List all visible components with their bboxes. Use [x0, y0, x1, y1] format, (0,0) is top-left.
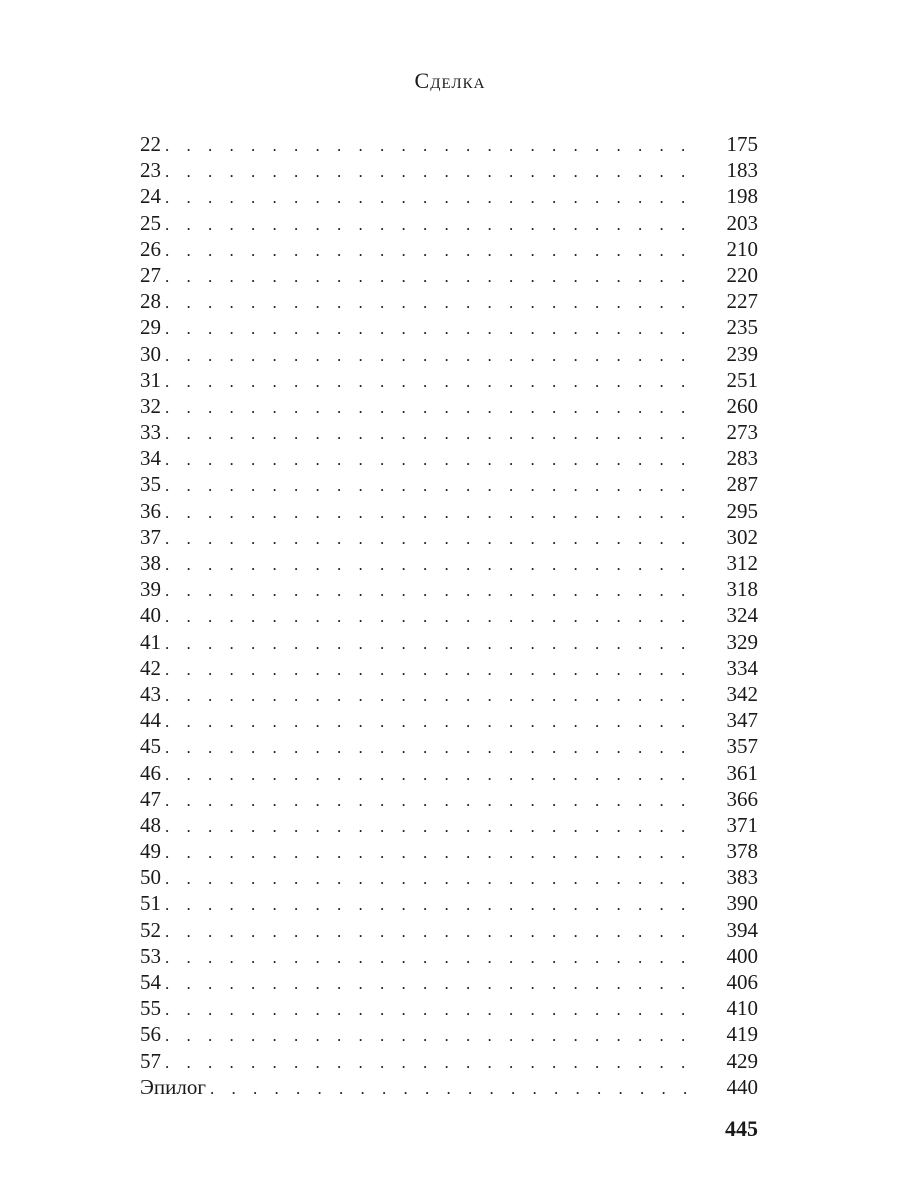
toc-entry-page: 260: [726, 393, 758, 418]
dot-leader: [165, 500, 696, 526]
toc-entry-label: 36: [140, 498, 161, 523]
toc-entry-page: 175: [726, 132, 758, 156]
dot-leader: [165, 788, 696, 814]
toc-entry: [140, 917, 758, 943]
dot-leader: [165, 526, 696, 552]
dot-leader: [165, 369, 696, 395]
dot-leader: [165, 945, 696, 971]
toc-entry-page: 302: [726, 524, 758, 549]
toc-entry: [140, 419, 758, 445]
toc-entry-label: 53: [140, 943, 161, 968]
dot-leader: [165, 604, 696, 630]
toc-entry: [140, 1021, 758, 1047]
toc-entry-page: 366: [726, 786, 758, 811]
dot-leader: [165, 343, 696, 369]
toc-entry-label: 32: [140, 393, 161, 418]
dot-leader: [165, 919, 696, 945]
dot-leader: [165, 840, 696, 866]
dot-leader: [165, 133, 696, 159]
toc-entry-page: 324: [726, 603, 758, 628]
toc-entry: [140, 550, 758, 576]
toc-entry: [140, 341, 758, 367]
dot-leader: [165, 709, 696, 735]
toc-entry-label: 26: [140, 236, 161, 261]
toc-entry-page: 410: [726, 996, 758, 1021]
toc-entry-label: 38: [140, 551, 161, 575]
toc-entry: [140, 498, 758, 524]
toc-entry-label: 41: [140, 629, 161, 654]
toc-entry-page: 440: [726, 1074, 758, 1099]
toc-entry: [140, 314, 758, 340]
dot-leader: [165, 683, 696, 709]
toc-entry-page: 251: [726, 367, 758, 392]
toc-entry: [140, 707, 758, 733]
toc-entry-label: 28: [140, 289, 161, 314]
toc-entry-label: 57: [140, 1048, 161, 1073]
toc-entry-label: 29: [140, 315, 161, 340]
toc-entry: [140, 995, 758, 1021]
dot-leader: [165, 290, 696, 316]
toc-entry: [140, 210, 758, 236]
toc-entry: [140, 943, 758, 969]
running-head: Сделка: [414, 68, 486, 93]
dot-leader: [165, 212, 696, 238]
dot-leader: [165, 421, 696, 447]
toc-entry-page: 400: [726, 943, 758, 968]
dot-leader: [165, 185, 696, 211]
dot-leader: [165, 657, 696, 683]
dot-leader: [210, 1076, 696, 1102]
toc-entry-page: 371: [726, 812, 758, 837]
toc-entry-page: 334: [726, 655, 758, 680]
page-number: 445: [725, 1116, 758, 1141]
toc-entry: [140, 1074, 758, 1100]
toc-entry-page: 318: [726, 577, 758, 602]
toc-entry-label: 42: [140, 655, 161, 680]
toc-entry-label: 51: [140, 891, 161, 916]
dot-leader: [165, 578, 696, 604]
dot-leader: [165, 395, 696, 421]
dot-leader: [165, 316, 696, 342]
dot-leader: [165, 866, 696, 892]
toc-entry-label: 23: [140, 158, 161, 183]
toc-entry-label: 43: [140, 681, 161, 706]
toc-entry: [140, 602, 758, 628]
toc-entry-page: 329: [726, 629, 758, 654]
toc-entry: [140, 655, 758, 681]
toc-entry-page: 295: [726, 498, 758, 523]
toc-entry: [140, 131, 758, 157]
toc-entry-page: 342: [726, 681, 758, 706]
dot-leader: [165, 1050, 696, 1076]
dot-leader: [165, 971, 696, 997]
toc-entry-page: 210: [726, 236, 758, 261]
toc-entry: [140, 733, 758, 759]
toc-entry-label: 47: [140, 786, 161, 811]
toc-entry: [140, 890, 758, 916]
toc-entry-label: 55: [140, 996, 161, 1021]
toc-entry-label: 44: [140, 708, 161, 733]
toc-entry: [140, 445, 758, 471]
toc-entry-label: Эпилог: [140, 1074, 206, 1099]
toc-entry: [140, 471, 758, 497]
toc-entry-page: 220: [726, 262, 758, 287]
dot-leader: [165, 238, 696, 264]
dot-leader: [165, 735, 696, 761]
toc-entry: [140, 969, 758, 995]
dot-leader: [165, 1023, 696, 1049]
toc-entry-label: 25: [140, 210, 161, 235]
toc-entry-page: 203: [726, 210, 758, 235]
dot-leader: [165, 447, 696, 473]
toc-entry-label: 52: [140, 917, 161, 942]
toc-entry: [140, 236, 758, 262]
toc-entry-label: 37: [140, 524, 161, 549]
toc-entry-page: 273: [726, 420, 758, 445]
dot-leader: [165, 473, 696, 499]
toc-entry-label: 34: [140, 446, 161, 471]
toc-entry-page: 361: [726, 760, 758, 785]
toc-entry-label: 46: [140, 760, 161, 785]
dot-leader: [165, 814, 696, 840]
toc-entry-page: 406: [726, 970, 758, 994]
toc-entry-label: 24: [140, 184, 161, 209]
toc-entry-label: 54: [140, 970, 161, 994]
toc-entry-page: 357: [726, 734, 758, 759]
toc-entry: [140, 786, 758, 812]
toc-entry-label: 49: [140, 839, 161, 864]
toc-entry: [140, 629, 758, 655]
dot-leader: [165, 762, 696, 788]
toc-entry-page: 183: [726, 158, 758, 183]
toc-entry-page: 378: [726, 839, 758, 864]
toc-entry-page: 347: [726, 708, 758, 733]
toc-entry-label: 22: [140, 132, 161, 156]
toc-entry-page: 383: [726, 865, 758, 890]
toc-entry-page: 283: [726, 446, 758, 471]
toc-entry: [140, 157, 758, 183]
toc-entry: [140, 681, 758, 707]
toc-entry: [140, 524, 758, 550]
toc-entry-page: 287: [726, 472, 758, 497]
toc-entry-page: 312: [726, 551, 758, 575]
toc-entry-label: 45: [140, 734, 161, 759]
dot-leader: [165, 631, 696, 657]
toc-entry: [140, 262, 758, 288]
toc-entry-page: 198: [726, 184, 758, 209]
toc-entry-label: 56: [140, 1022, 161, 1047]
table-of-contents: [140, 131, 758, 1100]
dot-leader: [165, 997, 696, 1023]
toc-entry: [140, 838, 758, 864]
toc-entry-page: 429: [726, 1048, 758, 1073]
dot-leader: [165, 159, 696, 185]
toc-entry: [140, 367, 758, 393]
dot-leader: [165, 552, 696, 578]
toc-entry-label: 35: [140, 472, 161, 497]
toc-entry-label: 30: [140, 341, 161, 366]
toc-entry: [140, 183, 758, 209]
toc-entry-page: 239: [726, 341, 758, 366]
toc-entry: [140, 760, 758, 786]
toc-entry-label: 27: [140, 262, 161, 287]
toc-entry-label: 33: [140, 420, 161, 445]
toc-entry: [140, 1048, 758, 1074]
toc-entry-page: 419: [726, 1022, 758, 1047]
toc-entry-page: 390: [726, 891, 758, 916]
toc-entry: [140, 864, 758, 890]
toc-entry-page: 227: [726, 289, 758, 314]
toc-entry-label: 48: [140, 812, 161, 837]
dot-leader: [165, 892, 696, 918]
toc-entry: [140, 393, 758, 419]
dot-leader: [165, 264, 696, 290]
toc-entry-label: 50: [140, 865, 161, 890]
toc-entry-page: 394: [726, 917, 758, 942]
toc-entry: [140, 576, 758, 602]
toc-entry: [140, 812, 758, 838]
toc-entry-label: 40: [140, 603, 161, 628]
toc-entry-label: 31: [140, 367, 161, 392]
toc-entry-page: 235: [726, 315, 758, 340]
toc-entry-label: 39: [140, 577, 161, 602]
toc-entry: [140, 288, 758, 314]
